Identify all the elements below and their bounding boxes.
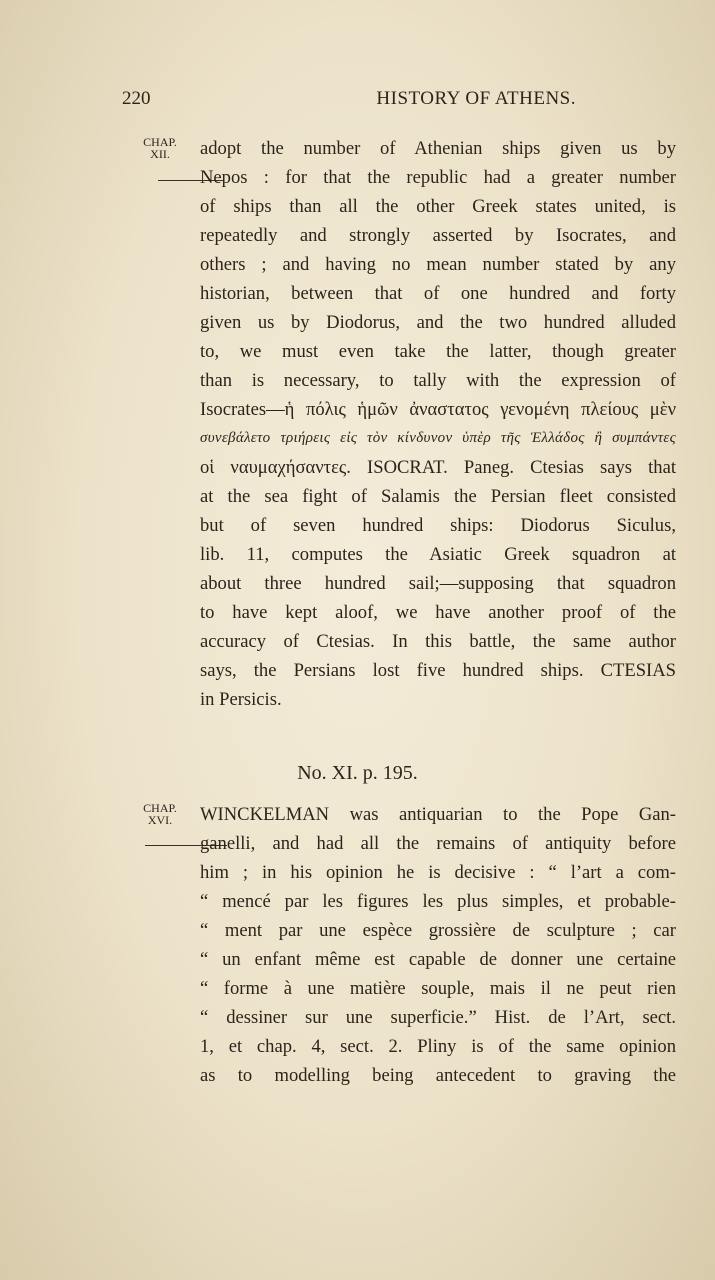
page-number: 220 [122, 88, 151, 109]
text-line: οἱ ναυμαχήσαντες. ISOCRAT. Paneg. Ctesias says that [200, 457, 676, 478]
note-xii-text [200, 134, 676, 714]
text-line: others ; and having no mean number stated by any [200, 254, 676, 275]
text-line: than is necessary, to tally with the expression of [200, 370, 676, 391]
chap-label: CHAP. [143, 801, 177, 815]
text-line: 1, et chap. 4, sect. 2. Pliny is of the same opinion [200, 1036, 676, 1057]
text-line: WINCKELMAN was antiquarian to the Pope Gan- [200, 804, 676, 825]
note-xi-text [200, 800, 676, 1090]
text-line: accuracy of Ctesias. In this battle, the same author [200, 631, 676, 652]
text-line: in Persicis. [200, 689, 282, 710]
text-line: at the sea fight of Salamis the Persian fleet consisted [200, 486, 676, 507]
chap-number: XII. [150, 147, 170, 161]
text-line: lib. 11, computes the Asiatic Greek squadron at [200, 544, 676, 565]
text-line: given us by Diodorus, and the two hundred alluded [200, 312, 676, 333]
text-line: historian, between that of one hundred and forty [200, 283, 676, 304]
running-title: HISTORY OF ATHENS. [376, 88, 576, 109]
text-line: to, we must even take the latter, though greater [200, 341, 676, 362]
text-line: him ; in his opinion he is decisive : “ l’art a com- [200, 862, 676, 883]
chap-number: XVI. [147, 813, 173, 827]
text-line: “ mencé par les figures les plus simples, et probable- [200, 891, 676, 912]
text-line: as to modelling being antecedent to graving the [200, 1065, 676, 1086]
text-line: to have kept aloof, we have another proof of the [200, 602, 676, 623]
text-line: συνεβάλετο τριήρεις εἰς τὸν κίνδυνον ὑπὲρ τῆς Ἑλλάδος ἢ συμπάντες [200, 430, 676, 446]
text-line: adopt the number of Athenian ships given us by [200, 138, 676, 159]
text-line: Isocrates—ἡ πόλις ἡμῶν ἀναστατος γενομένη πλείους μὲν [200, 399, 676, 420]
text-line: “ un enfant même est capable de donner une certaine [200, 949, 676, 970]
page-header [122, 88, 576, 116]
text-line: “ dessiner sur une superficie.” Hist. de l’Art, sect. [200, 1007, 676, 1028]
text-line: of ships than all the other Greek states united, is [200, 196, 676, 217]
chapter-margin-label [130, 136, 190, 160]
text-line: about three hundred sail;—supposing that squadron [200, 573, 676, 594]
text-line: ganelli, and had all the remains of antiquity before [200, 833, 676, 854]
chap-label: CHAP. [143, 135, 177, 149]
text-line: Nepos : for that the republic had a greater number [200, 167, 676, 188]
chapter-margin-label [130, 802, 190, 826]
text-line: but of seven hundred ships: Diodorus Siculus, [200, 515, 676, 536]
text-line: “ ment par une espèce grossière de sculpture ; car [200, 920, 676, 941]
section-title: No. XI. p. 195. [297, 762, 418, 784]
text-line: repeatedly and strongly asserted by Isocrates, and [200, 225, 676, 246]
text-line: “ forme à une matière souple, mais il ne peut rien [200, 978, 676, 999]
text-line: says, the Persians lost five hundred ships. CTESIAS [200, 660, 676, 681]
